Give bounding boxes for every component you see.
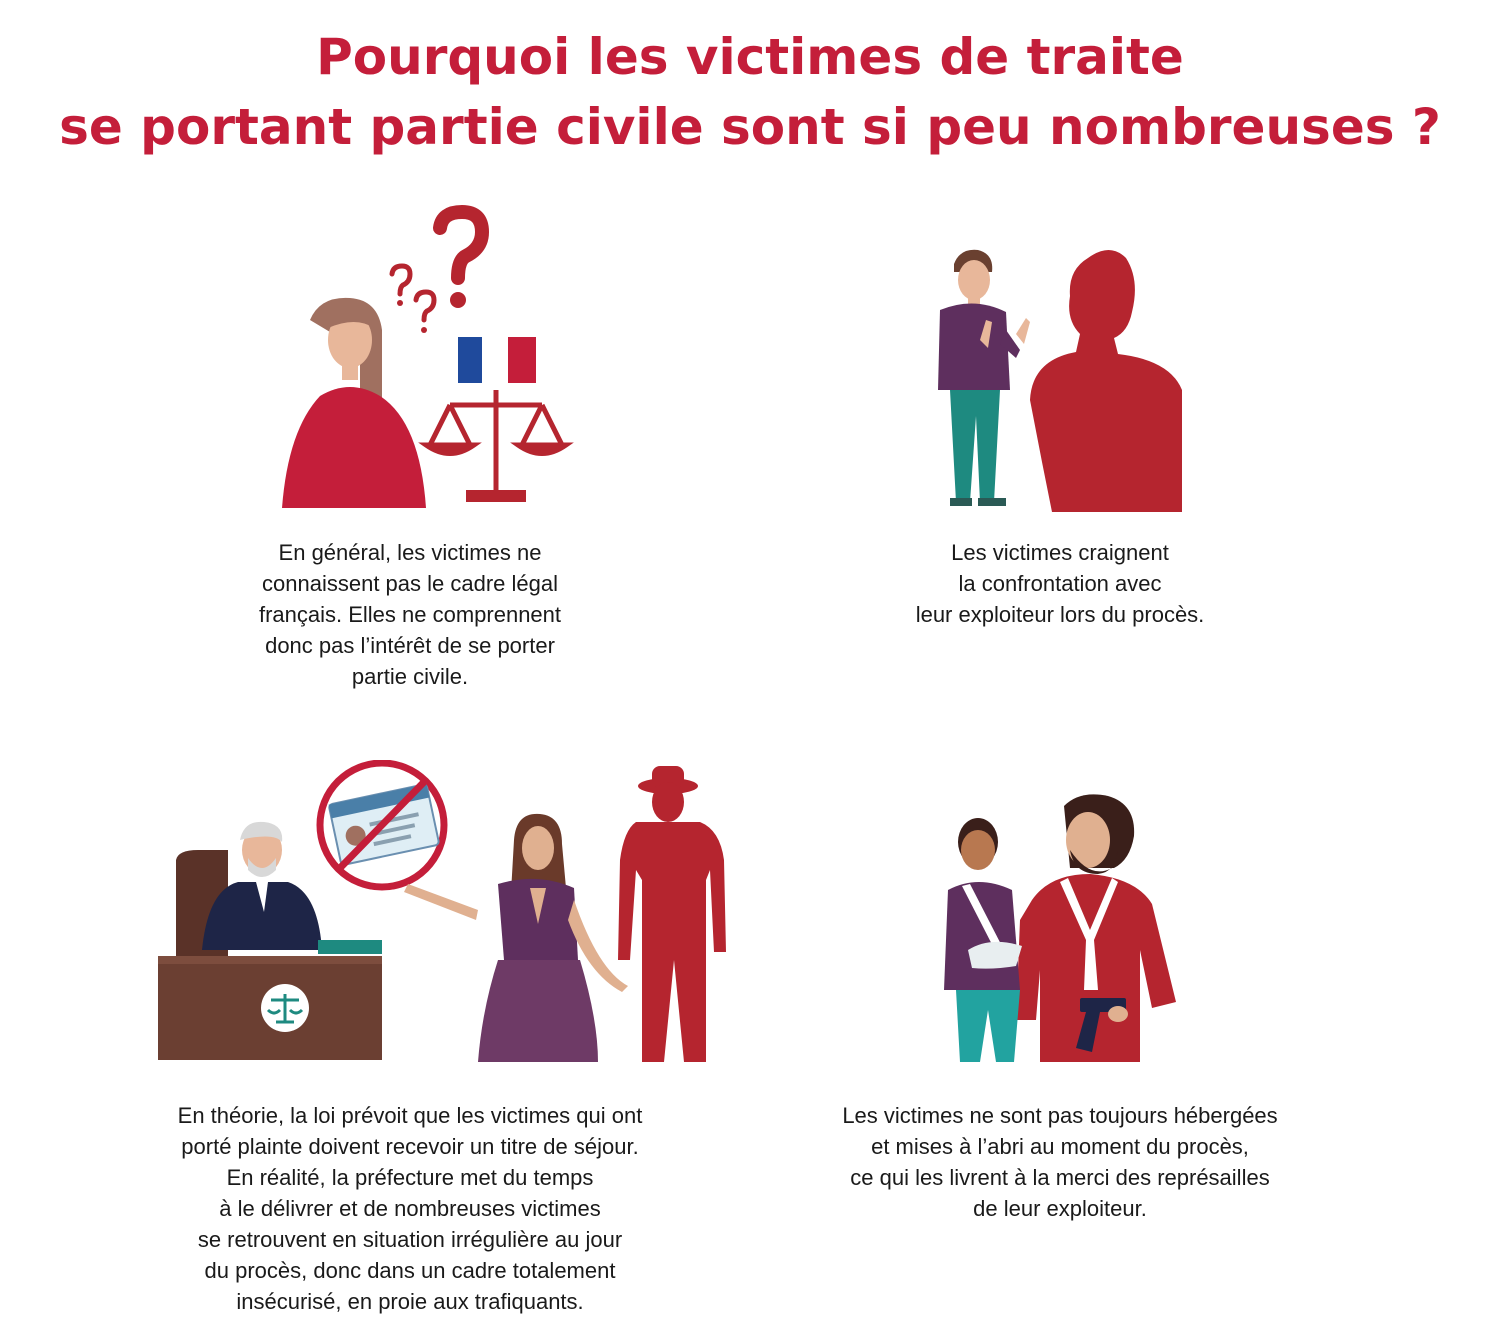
caption-line: la confrontation avec [958,571,1162,596]
caption-line: se retrouvent en situation irrégulière au jour [197,1227,623,1252]
caption-line: à le délivrer et de nombreuses victimes [219,1196,601,1221]
caption-line: En général, les victimes ne [278,540,542,565]
caption-confrontation [860,537,1260,630]
child-figure [938,250,1030,506]
caption-line: donc pas l’intérêt de se porter [265,633,555,658]
french-flag-icon [458,337,536,383]
caption-line: En réalité, la préfecture met du temps [226,1165,594,1190]
question-marks-icon [392,212,482,333]
prohibited-id-card-icon [320,763,444,887]
judge-desk [158,956,382,1060]
caption-line: Les victimes craignent [951,540,1169,565]
caption-line: leur exploiteur lors du procès. [915,602,1205,627]
caption-line: du procès, donc dans un cadre totalement [204,1258,616,1283]
caption-legal-framework [210,537,610,692]
woman-confused-illustration [270,200,590,512]
caption-line: français. Elles ne comprennent [258,602,562,627]
injured-child-figure [944,818,1022,1062]
title-line-2: se portant partie civile sont si peu nombreuses ? [59,98,1441,156]
caption-line: porté plainte doivent recevoir un titre de séjour. [181,1134,639,1159]
caption-residence-permit [130,1100,690,1317]
trafficker-silhouette [618,766,726,1062]
confrontation-illustration [920,240,1190,512]
page-title [0,22,1500,162]
woman-figure [282,298,426,508]
residence-permit-illustration [158,760,728,1062]
exploiter-figure [1016,794,1176,1062]
reprisals-illustration [940,790,1180,1062]
caption-line: Les victimes ne sont pas toujours hébergées [842,1103,1278,1128]
caption-line: de leur exploiteur. [973,1196,1147,1221]
caption-line: insécurisé, en proie aux trafiquants. [236,1289,584,1314]
caption-reprisals [780,1100,1340,1224]
caption-line: connaissent pas le cadre légal [262,571,558,596]
exploiter-silhouette [1030,250,1182,512]
caption-line: ce qui les livrent à la merci des représailles [850,1165,1270,1190]
caption-line: En théorie, la loi prévoit que les victimes qui ont [177,1103,643,1128]
title-line-1: Pourquoi les victimes de traite [316,28,1184,86]
caption-line: et mises à l’abri au moment du procès, [871,1134,1249,1159]
caption-line: partie civile. [351,664,469,689]
scales-of-justice-icon [426,390,566,502]
